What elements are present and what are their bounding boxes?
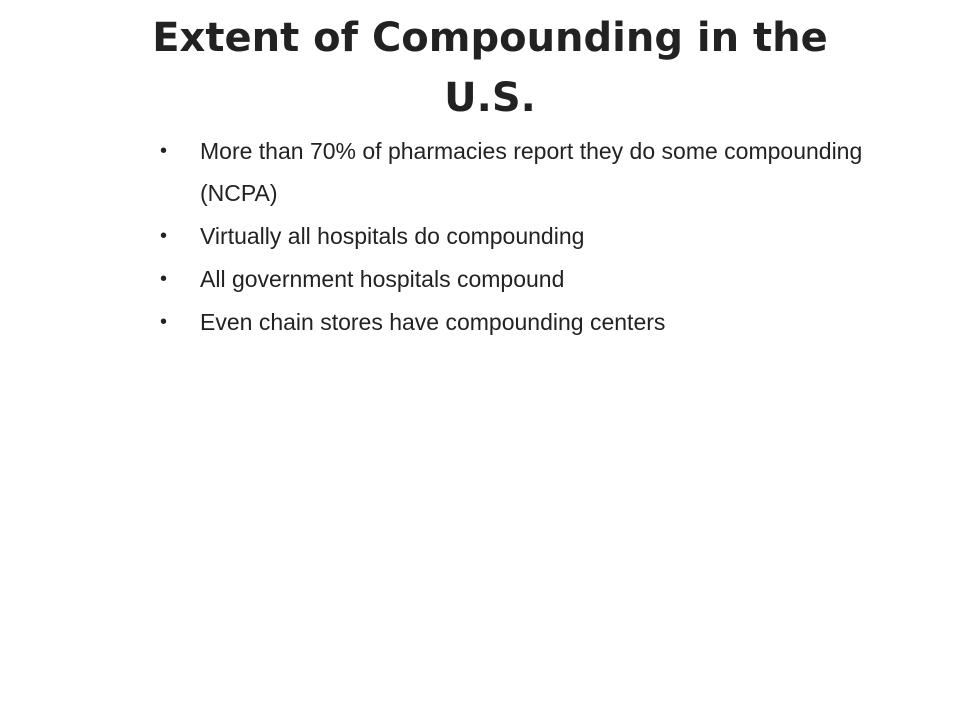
bullet-icon: •	[160, 140, 168, 162]
bullet-text: All government hospitals compound	[200, 266, 565, 292]
bullet-source-note: (NCPA)	[200, 180, 278, 206]
bullet-icon: •	[160, 268, 168, 290]
bullet-item	[160, 305, 880, 339]
bullet-item	[160, 219, 880, 253]
bullet-list	[160, 134, 880, 348]
bullet-icon: •	[160, 225, 168, 247]
bullet-text: Even chain stores have compounding centers	[200, 309, 666, 335]
bullet-item	[160, 134, 880, 210]
bullet-icon: •	[160, 311, 168, 333]
bullet-item	[160, 262, 880, 296]
bullet-text: More than 70% of pharmacies report they do some compounding	[200, 138, 863, 164]
bullet-text: Virtually all hospitals do compounding	[200, 223, 585, 249]
slide-title: Extent of Compounding in the U.S.	[152, 15, 828, 121]
